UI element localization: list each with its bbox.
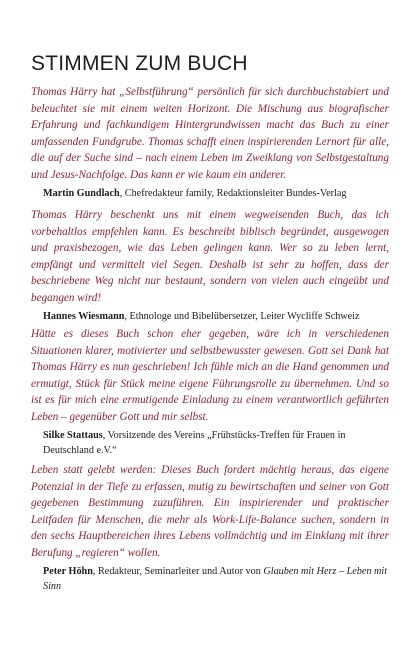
author-role: , Chefredakteur family, Redaktionsleiter Bundes-Verlag — [119, 187, 347, 199]
author-name: Martin Gundlach — [43, 187, 120, 199]
testimonial-quote: Hätte es dieses Buch schon eher gegeben, wäre ich in verschiedenen Situationen klarer, motivierter und selbstbewusster gewesen. Gott sei Dank hat Thomas Härry es nun geschrieben! Ich fühle mich an die Hand genommen und ermutigt, Stück für Stück meine eigene Führungsrolle zu übernehmen. Und so ist es für mich eine ermutigende Einladung zu einem verantwortlich geführten Leben – gegenüber Gott und mir selbst. — [31, 328, 389, 423]
author-name: Peter Höhn — [43, 565, 93, 577]
testimonial-quote: Leben statt gelebt werden: Dieses Buch fordert mächtig heraus, das eigene Potenzial in der Tiefe zu erfassen, mutig zu bewirtschaften und seiner von Gott gegebenen Bestimmung zuzuführen. Ein inspirierender und praktischer Leitfaden für Menschen, die mehr als Work-Life-Balance suchen, sondern in den sechs Hauptbereichen ihres Lebens vollmächtig und im Einklang mit ihrer Berufung „regieren“ wollen. — [31, 464, 389, 559]
testimonial-attribution — [43, 428, 389, 458]
author-role: , Ethnologe und Bibelübersetzer, Leiter Wycliffe Schweiz — [124, 310, 360, 322]
testimonial-3 — [31, 326, 389, 458]
testimonial-quote: Thomas Härry beschenkt uns mit einem wegweisenden Buch, das ich vorbehaltlos empfehlen kann. Es beschreibt biblisch begründet, ausgewogen und praxisbezogen, wie das Leben gelingen kann. Wer so zu leben lernt, empfängt und vermittelt viel Segen. Deshalb ist sehr zu hoffen, dass der beschriebene Weg nicht nur bestaunt, sondern von vielen auch eingeübt und begangen wird! — [31, 209, 389, 304]
testimonial-2 — [31, 207, 389, 324]
testimonial-quote: Thomas Härry hat „Selbstführung“ persönlich für sich durchbuchstabiert und beleuchtet sie mit einem weiten Horizont. Die Mischung aus biografischer Erfahrung und fachkundigem Hintergrundwissen macht das Buch zu einer umfassenden Fundgrube. Thomas schafft einen inspirierenden Lernort für alle, die auf der Suche sind – nach einem Leben im Zweiklang von Selbstgestaltung und Jesus-Nachfolge. Das kann er wie kaum ein anderer. — [31, 86, 389, 181]
testimonial-1 — [31, 84, 389, 201]
book-title: Glauben mit Herz – Leben mit Sinn — [43, 565, 388, 592]
author-name: Hannes Wiesmann — [43, 310, 125, 322]
author-role: , Redakteur, Seminarleiter und Autor von — [92, 565, 264, 577]
testimonial-attribution — [43, 564, 389, 594]
author-role: , Vorsitzende des Vereins „Frühstücks-Treffen für Frauen in Deutschland e.V.“ — [43, 429, 346, 456]
testimonial-attribution — [43, 186, 389, 201]
testimonial-4 — [31, 462, 389, 594]
testimonial-attribution — [43, 309, 389, 324]
page-heading: STIMMEN ZUM BUCH — [31, 52, 248, 75]
author-name: Silke Stattaus — [43, 429, 103, 441]
